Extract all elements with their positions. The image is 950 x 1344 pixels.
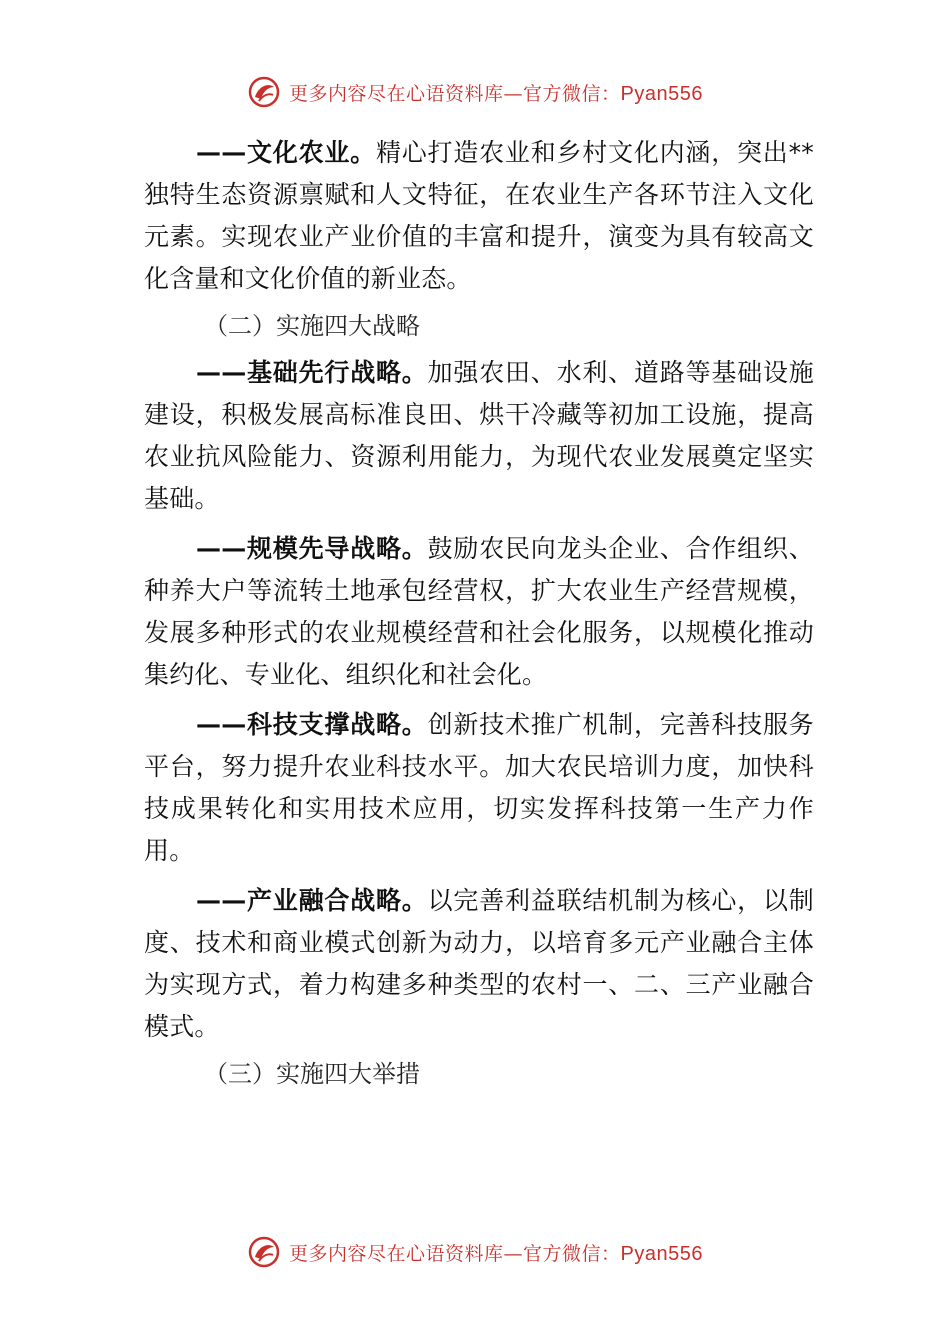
section-heading-four-strategies: （二）实施四大战略 [204, 312, 420, 340]
header-watermark [0, 72, 950, 112]
watermark-text: 更多内容尽在心语资料库—官方微信：Pyan556 [289, 82, 703, 105]
watermark-text: 更多内容尽在心语资料库—官方微信：Pyan556 [289, 1242, 703, 1265]
red-swirl-logo-icon [247, 1235, 281, 1269]
paragraph-technology-strategy: ——科技支撑战略。创新技术推广机制，完善科技服务平台，努力提升农业科技水平。加大农民培训力度，加快科技成果转化和实用技术应用，切实发挥科技第一生产力作用。 [144, 710, 814, 865]
paragraph-infrastructure-strategy: ——基础先行战略。加强农田、水利、道路等基础设施建设，积极发展高标准良田、烘干冷藏等初加工设施，提高农业抗风险能力、资源利用能力，为现代农业发展奠定坚实基础。 [144, 358, 814, 513]
section-heading-four-measures: （三）实施四大举措 [204, 1060, 420, 1088]
paragraph-cultural-agriculture: ——文化农业。精心打造农业和乡村文化内涵，突出**独特生态资源禀赋和人文特征，在农业生产各环节注入文化元素。实现农业产业价值的丰富和提升，演变为具有较高文化含量和文化价值的新业态。 [144, 138, 814, 293]
red-swirl-logo-icon [247, 75, 281, 109]
paragraph-scale-strategy: ——规模先导战略。鼓励农民向龙头企业、合作组织、种养大户等流转土地承包经营权，扩大农业生产经营规模， 发展多种形式的农业规模经营和社会化服务，以规模化推动集约化、专业化、组织化和社会化。 [144, 534, 814, 689]
footer-watermark [0, 1232, 950, 1272]
document-body [144, 132, 814, 1100]
paragraph-integration-strategy: ——产业融合战略。以完善利益联结机制为核心，以制度、技术和商业模式创新为动力，以培育多元产业融合主体为实现方式，着力构建多种类型的农村一、二、三产业融合模式。 [144, 886, 814, 1041]
